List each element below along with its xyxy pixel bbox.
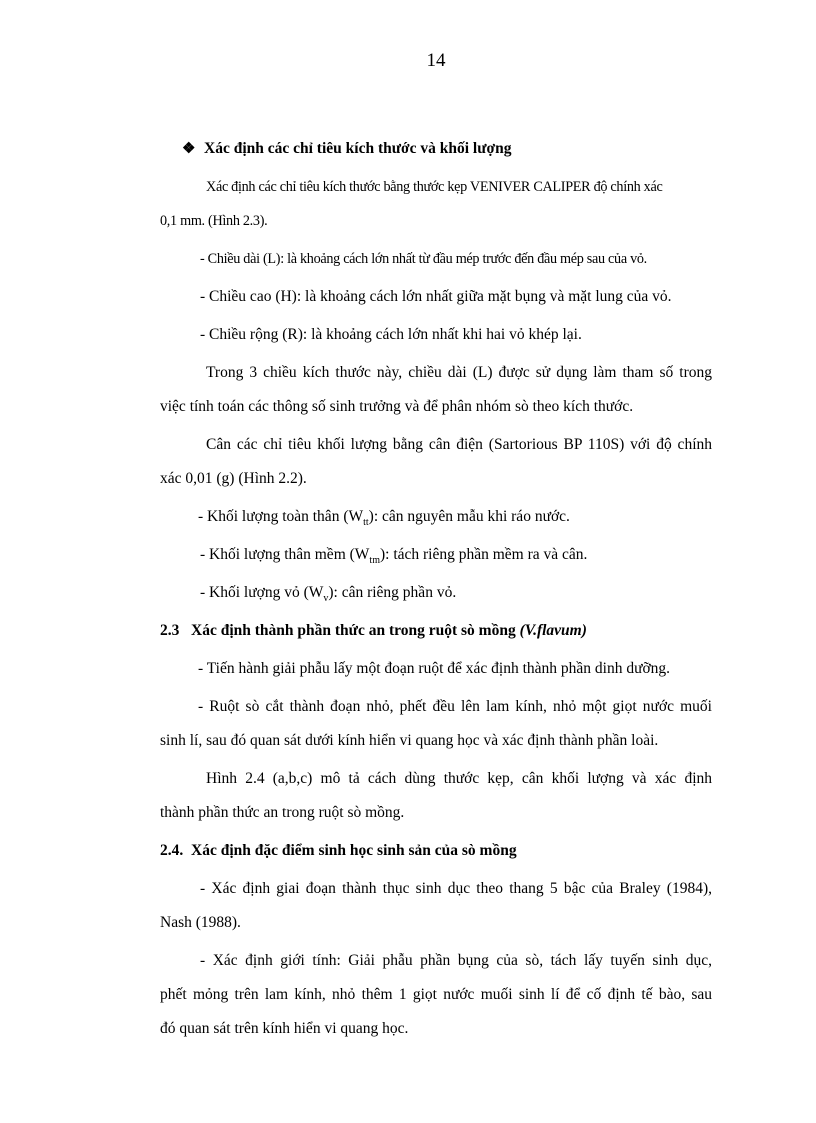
section-heading-measurements [160, 132, 712, 166]
species-name: (V.flavum) [519, 622, 587, 639]
page-content [160, 132, 712, 1046]
list-item-dissection: - Tiến hành giải phẫu lấy một đoạn ruột để xác định thành phần dinh dưỡng. [198, 660, 671, 677]
para-weight-line-1: Cân các chỉ tiêu khối lượng bằng cân điện (Sartorious BP 110S) với độ chính [206, 436, 712, 453]
page-number: 14 [426, 50, 446, 71]
list-item-height: - Chiều cao (H): là khoảng cách lớn nhất giữa mặt bụng và mặt lung của vỏ. [200, 288, 672, 305]
list-item-smear-line-1: - Ruột sò cắt thành đoạn nhỏ, phết đều lên lam kính, nhỏ một giọt nước muối [198, 698, 712, 715]
para-figure-line-1: Hình 2.4 (a,b,c) mô tả cách dùng thước kẹp, cân khối lượng và xác định [206, 770, 712, 787]
para-length-line-2: việc tính toán các thông số sinh trưởng và để phân nhóm sò theo kích thước. [160, 398, 634, 415]
list-item-weight-total: - Khối lượng toàn thân $(W_{tt})$: cân nguyên mẫu khi ráo nước. [198, 508, 570, 529]
para-weight-line-2: xác 0,01 (g) (Hình 2.2). [160, 470, 307, 487]
list-item-weight-shell: - Khối lượng vỏ $(W_v)$: cân riêng phần vỏ. [200, 584, 457, 605]
section-title: Xác định thành phần thức an trong ruột sò mồng [191, 622, 516, 639]
list-item-sex-line-1: - Xác định giới tính: Giải phẫu phần bụng của sò, tách lấy tuyến sinh dục, [200, 952, 712, 969]
intro-line-1: Xác định các chỉ tiêu kích thước bằng thước kẹp VENIVER CALIPER độ chính xác [206, 179, 663, 195]
list-item-width: - Chiều rộng (R): là khoảng cách lớn nhất khi hai vỏ khép lại. [200, 326, 582, 343]
section-number: 2.3 [160, 622, 180, 639]
list-item-smear-line-2: sinh lí, sau đó quan sát dưới kính hiển vi quang học và xác định thành phần loài. [160, 732, 659, 749]
para-figure-line-2: thành phần thức an trong ruột sò mồng. [160, 804, 405, 821]
list-item-sex-line-3: đó quan sát trên kính hiển vi quang học. [160, 1020, 409, 1037]
intro-line-2: 0,1 mm. (Hình 2.3). [160, 213, 268, 229]
heading-text: Xác định các chỉ tiêu kích thước và khối lượng [204, 140, 512, 157]
list-item-maturity-line-1: - Xác định giai đoạn thành thục sinh dục theo thang 5 bậc của Braley (1984), [200, 880, 712, 897]
section-number: 2.4. [160, 842, 184, 859]
list-item-length: - Chiều dài (L): là khoảng cách lớn nhất từ đầu mép trước đến đầu mép sau của vỏ. [200, 251, 647, 267]
list-item-weight-soft: - Khối lượng thân mềm $(W_{tm})$: tách riêng phần mềm ra và cân. [200, 546, 588, 567]
section-heading-2-4 [160, 834, 712, 868]
section-title: Xác định đặc điểm sinh học sinh sản của sò mồng [191, 842, 517, 859]
section-heading-2-3 [160, 614, 712, 648]
list-item-maturity-line-2: Nash (1988). [160, 914, 241, 931]
list-item-sex-line-2: phết mỏng trên lam kính, nhỏ thêm 1 giọt nước muối sinh lí để cố định tế bào, sau [160, 986, 712, 1003]
para-length-line-1: Trong 3 chiều kích thước này, chiều dài (L) được sử dụng làm tham số trong [206, 364, 712, 381]
diamond-bullet-icon: ❖ [182, 141, 196, 157]
